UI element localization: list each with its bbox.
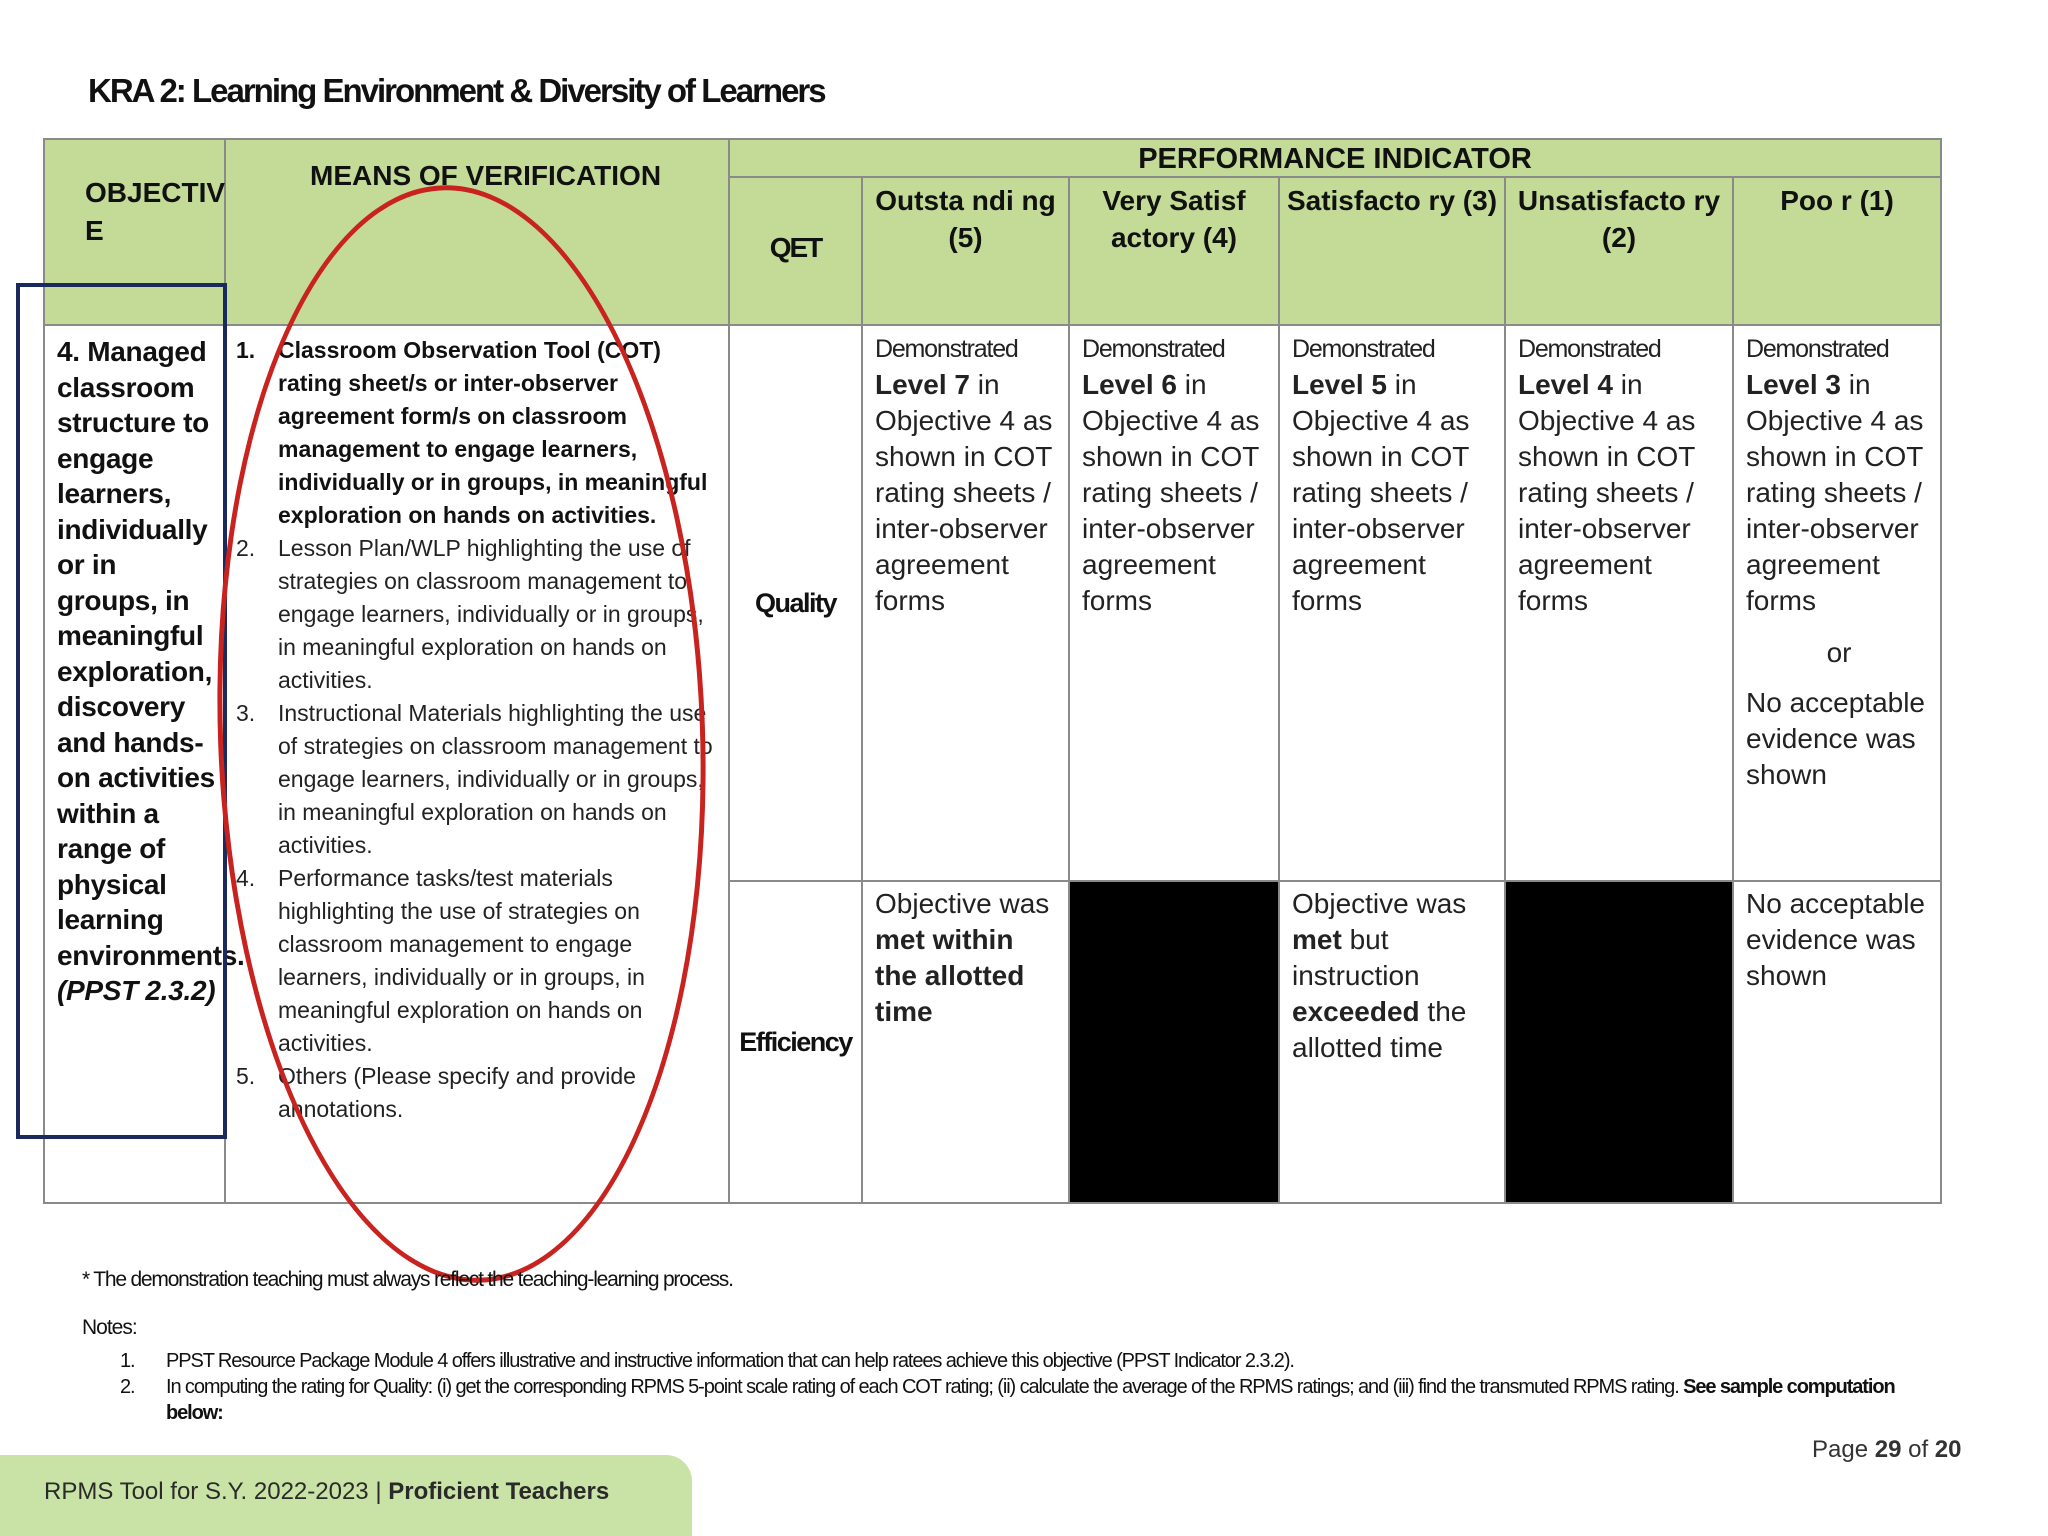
notes-label: Notes: (82, 1316, 137, 1339)
page-title: KRA 2: Learning Environment & Diversity of Learners (88, 72, 825, 109)
header-means-of-verification: MEANS OF VERIFICATION (225, 139, 729, 325)
header-unsatisfactory: Unsatisfacto ry (2) (1505, 177, 1733, 325)
mov-item: 5. Others (Please specify and provide annotations. (236, 1063, 636, 1122)
efficiency-outstanding: Objective was met within the allotted time (862, 881, 1069, 1203)
note-item: 2. In computing the rating for Quality: (i) get the corresponding RPMS 5-point scale rating of each COT rating; (ii) calculate the average of the RPMS ratings; and (iii) find the transmuted RPMS rating. See sample computation below: (120, 1376, 1895, 1424)
mov-item: 2. Lesson Plan/WLP highlighting the use of strategies on classroom management to engage learners, individually or in groups, in meaningful exploration on hands on activities. (236, 535, 704, 693)
objective-text: 4. Managed classroom structure to engage learners, individually or in groups, in meaningful exploration, discovery and hands-on activities within a range of physical learning environments. (57, 336, 245, 971)
header-performance-indicator: PERFORMANCE INDICATOR (729, 139, 1941, 177)
header-qet: QET (729, 177, 862, 325)
footer-text: RPMS Tool for S.Y. 2022-2023 | Proficient Teachers (44, 1478, 610, 1505)
mov-item: 3. Instructional Materials highlighting the use of strategies on classroom management to engage learners, individually or in groups, in meaningful exploration on hands on activities. (236, 700, 713, 858)
notes-list (120, 1348, 1940, 1426)
header-outstanding: Outsta ndi ng (5) (862, 177, 1069, 325)
or-label: or (1826, 637, 1852, 668)
header-satisfactory: Satisfacto ry (3) (1279, 177, 1505, 325)
page-number: Page 29 of 20 (1812, 1436, 1962, 1463)
quality-outstanding: Demonstrated Level 7 in Objective 4 as shown in COT rating sheets / inter-observer agreement forms (862, 325, 1069, 881)
header-very-satisfactory: Very Satisf actory (4) (1069, 177, 1279, 325)
quality-poor: Demonstrated Level 3 in Objective 4 as shown in COT rating sheets / inter-observer agreement forms or No acceptable evidence was shown (1733, 325, 1941, 881)
objective-highlight-box (16, 283, 227, 1139)
efficiency-very-satisfactory-blackout (1069, 881, 1279, 1203)
efficiency-unsatisfactory-blackout (1505, 881, 1733, 1203)
objective-ref: (PPST 2.3.2) (57, 975, 216, 1006)
note-item: 1. PPST Resource Package Module 4 offers illustrative and instructive information that can help ratees achieve this objective (PPST Indicator 2.3.2). (120, 1350, 1294, 1372)
header-objective: OBJECTIV E (44, 139, 225, 325)
efficiency-poor: No acceptable evidence was shown (1733, 881, 1941, 1203)
quality-unsatisfactory: Demonstrated Level 4 in Objective 4 as shown in COT rating sheets / inter-observer agreement forms (1505, 325, 1733, 881)
quality-satisfactory: Demonstrated Level 5 in Objective 4 as shown in COT rating sheets / inter-observer agreement forms (1279, 325, 1505, 881)
efficiency-satisfactory: Objective was met but instruction exceeded the allotted time (1279, 881, 1505, 1203)
quality-very-satisfactory: Demonstrated Level 6 in Objective 4 as shown in COT rating sheets / inter-observer agreement forms (1069, 325, 1279, 881)
mov-item: 4. Performance tasks/test materials highlighting the use of strategies on classroom management to engage learners, individually or in groups, in meaningful exploration on hands on activities. (236, 865, 645, 1056)
mov-item: 1. Classroom Observation Tool (COT) rating sheet/s or inter-observer agreement form/s on classroom management to engage learners, individually or in groups, in meaningful exploration on hands on activities. (236, 337, 708, 528)
footnote: * The demonstration teaching must always reflect the teaching-learning process. (82, 1268, 733, 1291)
no-evidence-text: No acceptable evidence was shown (1746, 687, 1926, 790)
qet-quality: Quality (729, 325, 862, 881)
header-poor: Poo r (1) (1733, 177, 1941, 325)
qet-efficiency: Efficiency (729, 881, 862, 1203)
